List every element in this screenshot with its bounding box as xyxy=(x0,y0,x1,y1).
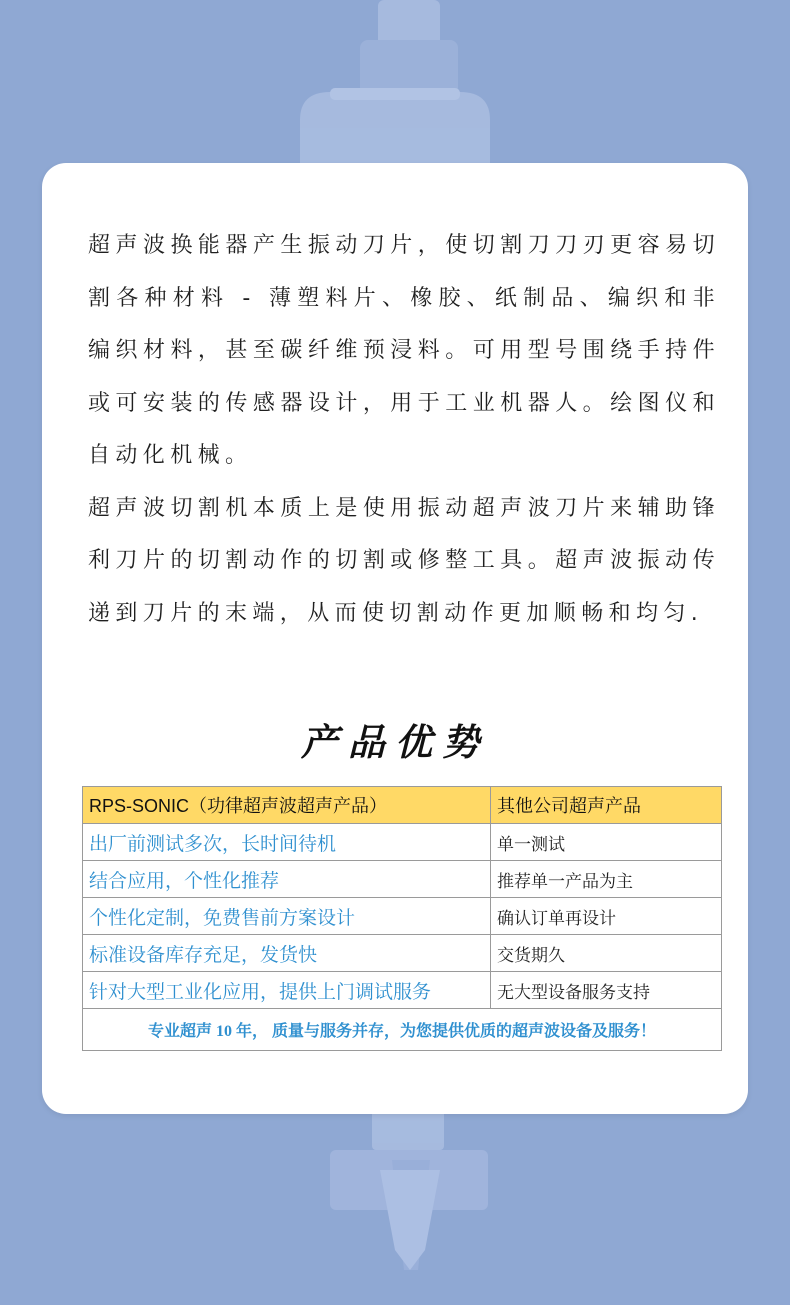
brand-note: （功律超声波超声产品） xyxy=(189,796,388,816)
other-company-cell: 确认订单再设计 xyxy=(491,898,722,935)
table-row xyxy=(83,935,722,972)
description-paragraph-2: 超声波切割机本质上是使用振动超声波刀片来辅助锋利刀片的切割动作的切割或修整工具。超声波振动传递到刀片的末端，从而使切割动作更加顺畅和均匀. xyxy=(88,495,720,626)
table-row xyxy=(83,898,722,935)
header-other-products: 其他公司超声产品 xyxy=(491,787,722,824)
product-description xyxy=(88,220,720,640)
description-paragraph-1: 超声波换能器产生振动刀片，使切割刀刀刃更容易切割各种材料 - 薄塑料片、橡胶、纸制品、编织和非编织材料，甚至碳纤维预浸料。可用型号围绕手持件或可安装的传感器设计，用于工业机器人。绘图仪和自动化机械。 xyxy=(88,233,720,468)
table-row xyxy=(83,824,722,861)
table-row xyxy=(83,861,722,898)
our-advantage-cell: 针对大型工业化应用，提供上门调试服务 xyxy=(83,972,491,1009)
advantage-comparison-table xyxy=(82,786,722,1051)
our-advantage-cell: 个性化定制，免费售前方案设计 xyxy=(83,898,491,935)
table-footer-row xyxy=(83,1009,722,1051)
other-company-cell: 单一测试 xyxy=(491,824,722,861)
our-advantage-cell: 出厂前测试多次，长时间待机 xyxy=(83,824,491,861)
brand-name: RPS-SONIC xyxy=(89,796,190,816)
header-our-products xyxy=(83,787,491,824)
table-row xyxy=(83,972,722,1009)
other-company-cell: 无大型设备服务支持 xyxy=(491,972,722,1009)
other-company-cell: 交货期久 xyxy=(491,935,722,972)
section-title: 产品优势 xyxy=(301,720,489,764)
our-advantage-cell: 标准设备库存充足，发货快 xyxy=(83,935,491,972)
our-advantage-cell: 结合应用，个性化推荐 xyxy=(83,861,491,898)
other-company-cell: 推荐单一产品为主 xyxy=(491,861,722,898)
table-footer-slogan: 专业超声 10 年， 质量与服务并存，为您提供优质的超声波设备及服务！ xyxy=(83,1009,722,1051)
table-header-row xyxy=(83,787,722,824)
